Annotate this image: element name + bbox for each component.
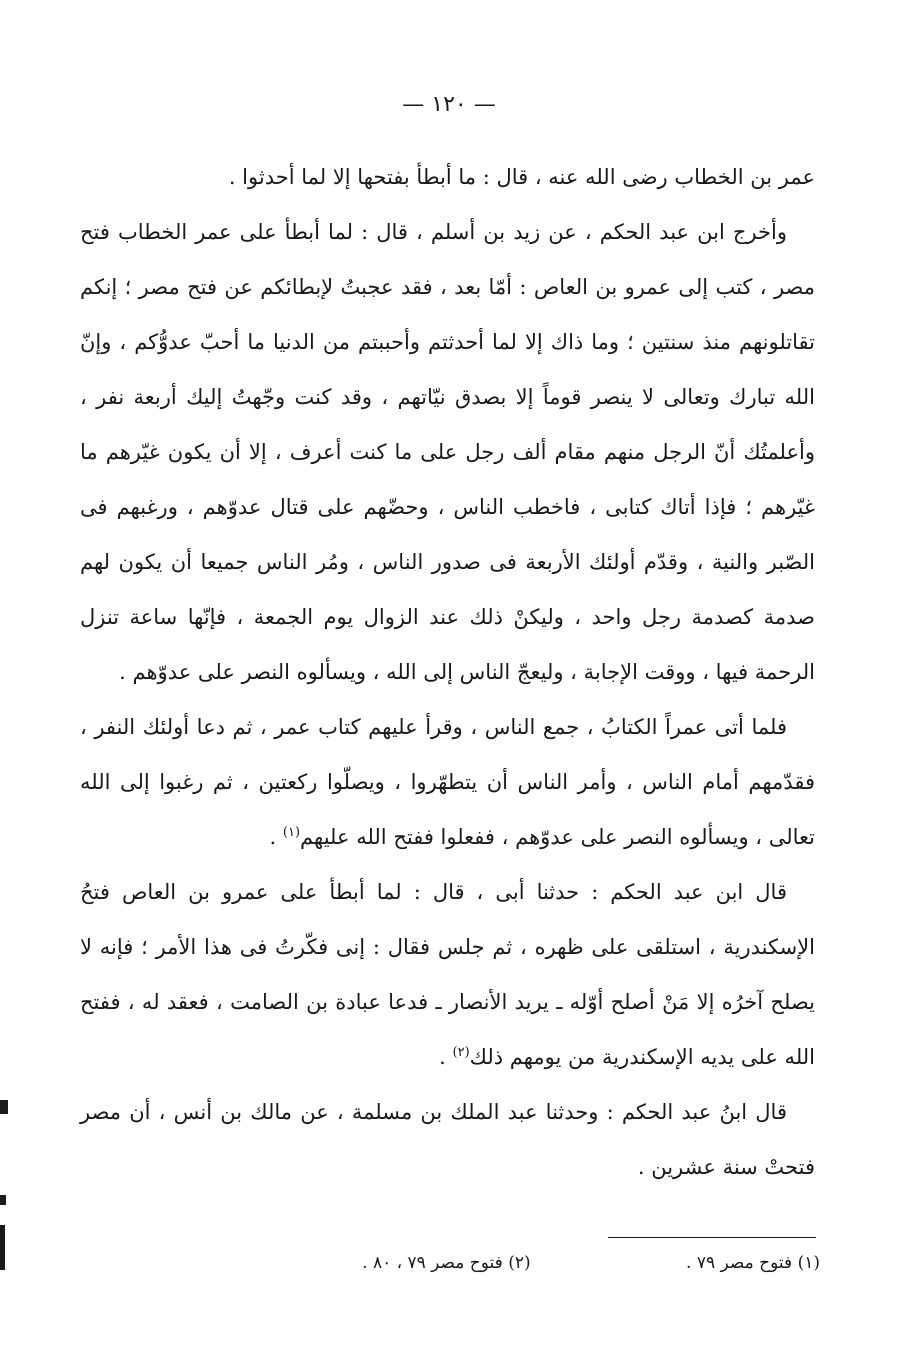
paragraph-4: [80, 865, 815, 1085]
footnotes: [220, 1250, 820, 1276]
paragraph-3-tail: .: [269, 825, 283, 849]
paragraph-5: قال ابنُ عبد الحكم : وحدثنا عبد الملك بن مسلمة ، عن مالك بن أنس ، أن مصر فتحتْ سنة عشرين .: [80, 1100, 815, 1179]
paragraph-2: وأخرج ابن عبد الحكم ، عن زيد بن أسلم ، قال : لما أبطأ على عمر الخطاب فتح مصر ، كتب إلى عمرو بن العاص : أمّا بعد ، فقد عجبتُ لإبطائكم عن فتح مصر ؛ إنكم تقاتلونهم منذ سنتين ؛ وما ذاك إلا لما أحدثتم وأحببتم من الدنيا ما أحبّ عدوُّكم ، وإنّ الله تبارك وتعالى لا ينصر قوماً إلا بصدق نيّاتهم ، وقد كنت وجّهتُ إليك أربعة نفر ، وأعلمتُك أنّ الرجل منهم مقام ألف رجل على ما كنت أعرف ، إلا أن يكون غيّرهم ما غيّرهم ؛ فإذا أتاك كتابى ، فاخطب الناس ، وحضّهم على قتال عدوّهم ، ورغبهم فى الصّبر والنية ، وقدّم أولئك الأربعة فى صدور الناس ، ومُر الناس جميعا أن يكون لهم صدمة كصدمة رجل واحد ، وليكنْ ذلك عند الزوال يوم الجمعة ، فإنّها ساعة تنزل الرحمة فيها ، ووقت الإجابة ، وليعجّ الناس إلى الله ، ويسألوه النصر على عدوّهم .: [80, 220, 815, 684]
page-number: — ١٢٠ —: [402, 92, 496, 117]
footnote-2: (٢) فتوح مصر ٧٩ ، ٨٠ .: [362, 1253, 531, 1273]
body-text: [80, 150, 815, 1195]
footnote-divider: [608, 1237, 816, 1238]
paragraph-4-text: قال ابن عبد الحكم : حدثنا أبى ، قال : لما أبطأ على عمرو بن العاص فتحُ الإسكندرية ، استلقى على ظهره ، ثم جلس فقال : إنى فكّرتُ فى هذا الأمر ؛ فإنه لا يصلح آخرُه إلا مَنْ أصلح أوّله ـ يريد الأنصار ـ فدعا عبادة بن الصامت ، فعقد له ، ففتح الله على يديه الإسكندرية من يومهم ذلك: [80, 880, 815, 1069]
scan-edge-mark: [0, 1100, 8, 1114]
paragraph-1: عمر بن الخطاب رضى الله عنه ، قال : ما أبطأ بفتحها إلا لما أحدثوا .: [228, 165, 815, 189]
scan-edge-mark: [0, 1195, 6, 1205]
scan-edge-mark: [0, 1225, 5, 1270]
paragraph-3-text: فلما أتى عمراً الكتابُ ، جمع الناس ، وقرأ عليهم كتاب عمر ، ثم دعا أولئك النفر ، فقدّمهم أمام الناس ، وأمر الناس أن يتطهّروا ، ويصلّوا ركعتين ، ثم رغبوا إلى الله تعالى ، ويسألوه النصر على عدوّهم ، ففعلوا ففتح الله عليهم: [80, 715, 815, 849]
footnote-ref-2: (٢): [452, 1045, 470, 1060]
paragraph-4-tail: .: [439, 1045, 453, 1069]
footnote-1: (١) فتوح مصر ٧٩ .: [686, 1253, 820, 1273]
paragraph-3: [80, 700, 815, 865]
footnote-ref-1: (١): [282, 825, 301, 840]
